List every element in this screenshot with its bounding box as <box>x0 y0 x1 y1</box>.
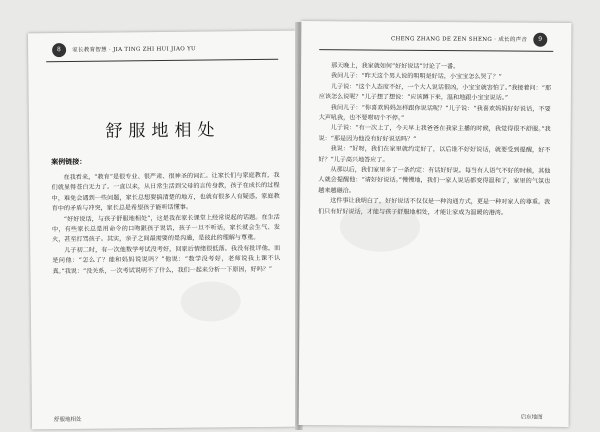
right-paragraph: 儿子说：“这个人态度不好，一个大人说话很凶，小宝宝就害怕了。”我接着问：“那应该怎么说呢？”儿子想了想说：“应该蹲下来，温和地跟小宝宝说话。” <box>318 83 551 102</box>
right-page-number: 9 <box>533 33 547 47</box>
left-body-text <box>51 171 280 277</box>
right-paragraph: 那天晚上，我家就如何“好好说话”讨论了一番。 <box>331 62 460 71</box>
left-page <box>28 31 300 430</box>
right-paragraph: 从那以后，我们家里多了一条约定：有话好好说。每当有人语气不好的时候，其他人就会提醒他：“请好好说话。”慢慢地，我们一家人说话都变得温和了，家里的气氛也越来越融洽。 <box>318 166 551 195</box>
right-paragraph: 我说：“好呀，我们在家里就约定好了，以后谁不好好说话，就要受到提醒，好不好？”儿子高兴地答应了。 <box>318 145 551 164</box>
right-paragraph: 这件事让我明白了，好好说话不仅仅是一种沟通方式，更是一种对家人的尊重。我们只有好好说话，才能与孩子舒服地相处，才能让家成为温暖的港湾。 <box>318 197 551 217</box>
chapter-title: 舒服地相处 <box>105 120 221 142</box>
left-footer: 舒服地相处 <box>53 416 82 424</box>
left-running-title: 家长教育智慧 · JIA TING ZHI HUI JIAO YU <box>72 46 197 54</box>
left-page-number: 8 <box>52 43 66 57</box>
right-paragraph: 儿子说：“有一次上了，今天早上我爸爸在我家主播的时候，我觉得很不舒服。”我说：“那是因为他没有好好说话吗？” <box>318 124 551 143</box>
right-page-header <box>391 32 551 49</box>
right-footer: 启东地图 <box>520 414 543 421</box>
right-header-rule <box>319 49 553 52</box>
left-paragraph: 儿子初二时，有一次他数学考试没考好，回家后情绪很低落。我没有批评他，而是问他：“怎么了？能和妈妈说说吗？”他说：“数学没考好，老师说我上课不认真。”我说：“没关系，一次考试说明不了什么，我们一起来分析一下原因，好吗？” <box>52 244 281 275</box>
paper-stain <box>340 201 420 252</box>
right-body-text <box>318 61 551 219</box>
left-page-header <box>48 42 196 60</box>
right-running-title: CHENG ZHANG DE ZEN SHENG · 成长的声音 <box>390 36 528 44</box>
left-paragraph: “好好说话，与孩子舒服地相处”，这是我在家长课堂上经常说起的话题。在生活中，有些家长总是用命令的口吻跟孩子说话，孩子一旦不听话，家长就会生气、发火，甚至打骂孩子。其实，亲子之间最需要的是沟通，是彼此的理解与尊重。 <box>51 213 281 244</box>
right-paragraph: 我问儿子：“昨天这个男人说的明明是好话，小宝宝怎么哭了？” <box>331 72 502 81</box>
right-page <box>299 21 572 427</box>
case-label: 案例链接： <box>51 156 87 167</box>
left-header-rule <box>46 59 278 62</box>
left-paragraph: 在我看来，“教育”是很专业、很严肃、很神圣的词汇。让家长们与家庭教育，我们就显得苍白无力了。一直以来，从日常生活到父母的言传身教，孩子在成长的过程中，难免会遇到一些问题，家长总想要搞清楚的地方，也就有很多人有疑惑，家庭教育中的矛盾与冲突，家长总是希望孩子能听话懂事。 <box>51 171 280 213</box>
right-paragraph: 我问儿子：“你喜欢妈妈怎样跟你说话呢？”儿子说：“我喜欢妈妈好好说话，不要大声吼我，也不要唠叨个不停。” <box>318 103 551 122</box>
paper-stain <box>181 281 241 322</box>
